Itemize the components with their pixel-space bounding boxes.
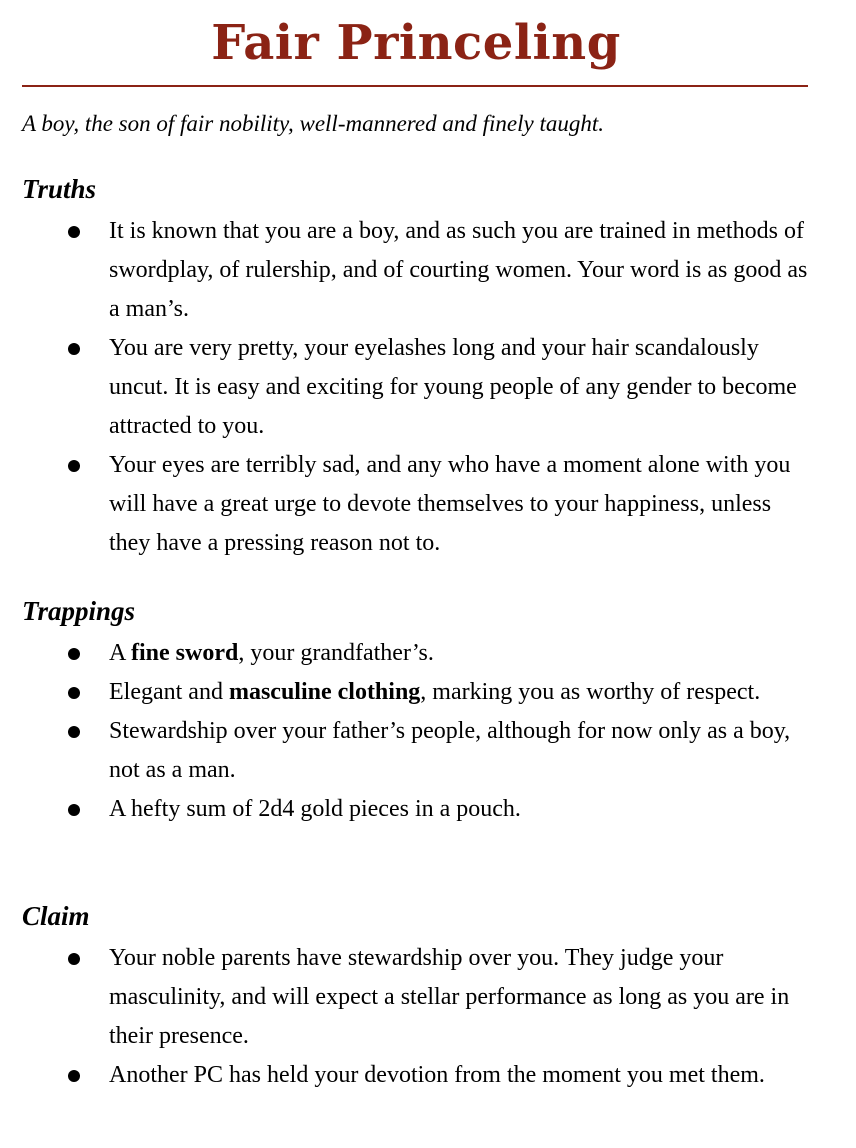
list-item-text-after: , marking you as worthy of respect. <box>420 679 761 705</box>
bullet-icon <box>68 460 80 472</box>
truths-list <box>0 212 856 563</box>
page-title: Fair Princeling <box>211 15 621 71</box>
list-item-text: Your noble parents have stewardship over you. They judge your masculinity, and will expect a stellar performance as long as you are in their presence. <box>109 945 790 1049</box>
list-item-text-after: , your grandfather’s. <box>238 640 434 666</box>
list-item <box>0 634 856 673</box>
bullet-icon <box>68 343 80 355</box>
section-heading-truths: Truths <box>22 174 97 204</box>
bullet-icon <box>68 648 80 660</box>
section-heading-claim: Claim <box>22 901 90 931</box>
bullet-icon <box>68 804 80 816</box>
list-item <box>0 712 856 790</box>
list-item-text-before: A <box>109 640 132 666</box>
list-item-bold-text: masculine clothing <box>228 679 421 705</box>
list-item <box>0 446 856 563</box>
list-item-text: Another PC has held your devotion from the moment you met them. <box>109 1062 765 1088</box>
title-divider <box>22 85 808 87</box>
list-item-text-before: Elegant and <box>109 679 229 705</box>
bullet-icon <box>68 726 80 738</box>
list-item-text: Stewardship over your father’s people, although for now only as a boy, not as a man. <box>109 718 791 783</box>
trappings-list <box>0 634 856 829</box>
bullet-icon <box>68 226 80 238</box>
claim-list <box>0 939 856 1095</box>
intro-text: A boy, the son of fair nobility, well-mannered and finely taught. <box>22 111 604 136</box>
list-item <box>0 673 856 712</box>
list-item <box>0 212 856 329</box>
bullet-icon <box>68 953 80 965</box>
bullet-icon <box>68 687 80 699</box>
bullet-icon <box>68 1070 80 1082</box>
list-item-text: Your eyes are terribly sad, and any who have a moment alone with you will have a great urge to devote themselves to your happiness, unless they have a pressing reason not to. <box>109 452 791 556</box>
list-item-bold-text: fine sword <box>131 640 239 666</box>
list-item-text: It is known that you are a boy, and as such you are trained in methods of swordplay, of rulership, and of courting women. Your word is as good as a man’s. <box>109 218 808 322</box>
list-item <box>0 329 856 446</box>
list-item <box>0 790 856 829</box>
list-item <box>0 1056 856 1095</box>
section-heading-trappings: Trappings <box>22 596 136 626</box>
list-item-text: You are very pretty, your eyelashes long and your hair scandalously uncut. It is easy and exciting for young people of any gender to become attracted to you. <box>109 335 797 439</box>
list-item <box>0 939 856 1056</box>
list-item-text: A hefty sum of 2d4 gold pieces in a pouch. <box>109 796 521 822</box>
